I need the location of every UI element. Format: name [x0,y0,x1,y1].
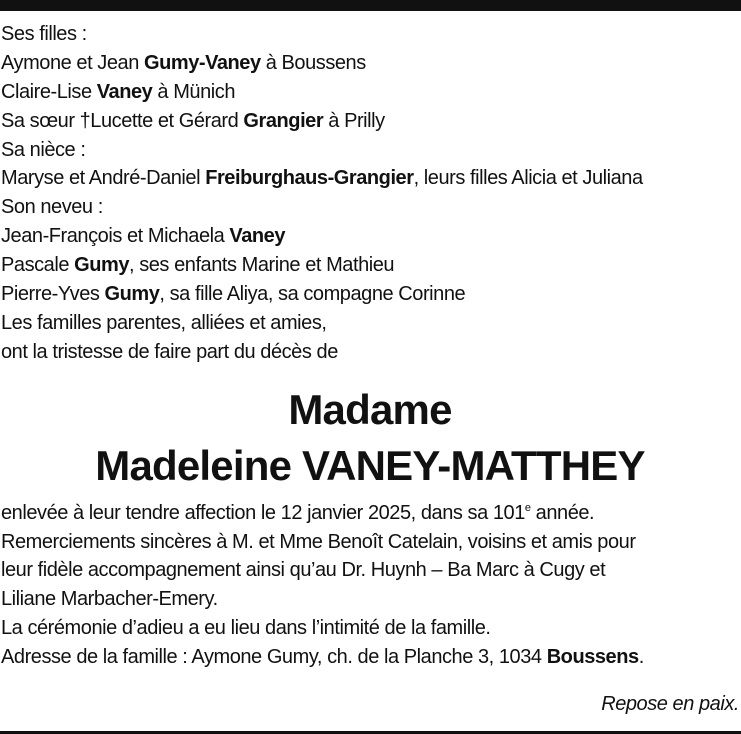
family-name-bold: Vaney [229,225,285,248]
text-segment: Sa nièce : [1,138,86,161]
text-segment: Ses filles : [1,23,87,45]
text-segment: ont la tristesse de faire part du décès de [1,340,338,363]
text-segment: , ses enfants Marine et Mathieu [129,254,395,277]
text-segment: , leurs filles Alicia et Juliana [413,167,643,190]
family-line [1,280,739,309]
family-line [1,136,739,165]
closing-phrase: Repose en paix. [601,693,739,715]
announcement-text [1,499,739,672]
deceased-name: Madeleine VANEY-MATTHEY [95,441,645,489]
text-segment: , sa fille Aliya, sa compagne Corinne [159,283,466,306]
text-segment: enlevée à leur tendre affection le 12 janvier 2025, dans sa 101 [1,501,525,524]
text-segment: Sa sœur †Lucette et Gérard [1,109,244,132]
family-name-bold: Grangier [243,109,324,132]
text-segment: à Münich [152,80,235,103]
family-line [1,251,739,280]
text-segment: à Boussens [260,51,366,74]
family-line [1,309,739,338]
obituary-body [1,20,739,672]
announcement-line [1,528,739,557]
announcement-line [1,499,739,528]
text-segment: . [638,646,644,669]
text-segment: Remerciements sincères à M. et Mme Benoît Catelain, voisins et amis pour [1,530,636,553]
text-segment: Les familles parentes, alliées et amies, [1,311,327,334]
top-rule [0,0,741,11]
text-segment: Jean-François et Michaela [1,225,230,248]
announcement-line [1,614,739,643]
family-line [1,20,739,49]
family-line [1,107,739,136]
family-name-bold: Gumy-Vaney [143,51,261,74]
family-name-bold: Gumy [74,254,129,277]
family-list [1,20,739,367]
text-segment: Liliane Marbacher-Emery. [1,588,218,611]
announcement-line [1,643,739,672]
text-segment: Pierre-Yves [1,283,105,306]
deceased-honorific: Madame [288,385,452,433]
family-line [1,49,739,78]
family-name-bold: Freiburghaus-Grangier [205,167,414,190]
text-segment: Adresse de la famille : Aymone Gumy, ch. de la Planche 3, 1034 [1,646,547,669]
family-line [1,338,739,367]
text-segment: Aymone et Jean [1,51,144,74]
text-segment: Pascale [1,254,75,277]
text-segment: Son neveu : [1,196,103,219]
ordinal-superscript: e [524,501,531,514]
text-segment: leur fidèle accompagnement ainsi qu’au Dr. Huynh – Ba Marc à Cugy et [1,559,606,582]
text-segment: La cérémonie d’adieu a eu lieu dans l’intimité de la famille. [1,617,491,640]
announcement-line [1,585,739,614]
family-line [1,78,739,107]
family-name-bold: Boussens [546,646,639,669]
family-name-bold: Gumy [104,283,160,306]
family-line [1,193,739,222]
family-line [1,164,739,193]
text-segment: année. [530,501,595,524]
announcement-line [1,556,739,585]
text-segment: Maryse et André-Daniel [1,167,206,190]
family-line [1,222,739,251]
text-segment: Claire-Lise [1,80,97,103]
text-segment: à Prilly [323,109,385,132]
family-name-bold: Vaney [96,80,153,103]
